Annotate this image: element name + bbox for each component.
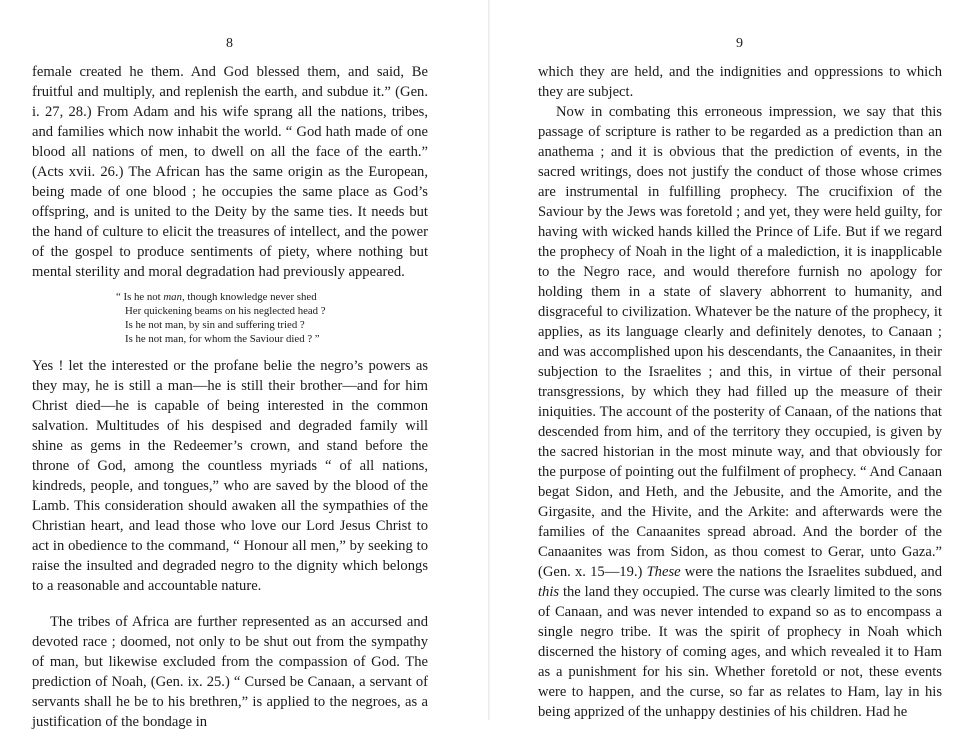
verse-line: Is he not man, for whom the Saviour died ? ”	[125, 333, 320, 345]
paragraph: The tribes of Africa are further represented as an accursed and devoted race ; doomed, not only to be shut out from the sympathy of man, but likewise excluded from the compassion of God. The prediction of Noah, (Gen. ix. 25.) “ Cursed be Canaan, a servant of servants shall he be to his brethren,” is applied to the negroes, as a justification of the bondage in	[32, 614, 428, 730]
verse-emphasis: man,	[163, 291, 185, 303]
paragraph: female created he them. And God blessed them, and said, Be fruitful and multiply, and replenish the earth, and subdue it.” (Gen. i. 27, 28.) From Adam and his wife sprang all the nations, tribes, and families which now inhabit the world. “ God hath made of one blood all nations of men, to dwell on all the face of the earth.” (Acts xvii. 26.) The African has the same origin as the European, being made of one blood ; he occupies the same place as God’s offspring, and is united to the Deity by the same ties. It needs but the hand of culture to elicit the treasures of intellect, and the power of the gospel to produce sentiments of piety, where nothing but mental sterility and moral degradation had previously appeared.	[32, 64, 428, 280]
left-page	[0, 0, 490, 730]
right-page	[490, 0, 980, 720]
verse-text: though knowledge never shed	[184, 291, 317, 303]
verse-line: Her quickening beams on his neglected head ?	[125, 305, 326, 317]
paragraph-text: the land they occupied. The curse was clearly limited to the sons of Canaan, and was never intended to expand so as to encompass a single negro tribe. It was the spirit of prophecy in Noah which discerned the history of coming ages, and which revealed it to Ham as a punishment for his sin. Whether foretold or not, these events were to happen, and the curse, so far as relates to Ham, lay in his being apprized of the unhappy destinies of his children. Had he	[538, 584, 942, 720]
paragraph: Yes ! let the interested or the profane belie the negro’s powers as they may, he is still a man—he is still their brother—and for him Christ died—he is capable of being interested in the common salvation. Multitudes of his despised and degraded family will shine as gems in the Redeemer’s crown, and stand before the throne of God, among the countless myriads “ of all nations, kindreds, people, and tongues,” who are saved by the blood of the Lamb. This consideration should awaken all the sympathies of the Christian heart, and lead those who love our Lord Jesus Christ to act in obedience to the command, “ Honour all men,” by seeking to raise the insulted and degraded negro to the dignity which belongs to a reasonable and accountable nature.	[32, 358, 428, 594]
verse-text: “ Is he not	[116, 291, 164, 303]
emphasis-these: These	[646, 564, 681, 580]
verse-line	[116, 290, 428, 304]
verse-line: Is he not man, by sin and suffering tried ?	[125, 319, 305, 331]
page-number: 8	[226, 36, 234, 51]
emphasis-this: this	[538, 584, 560, 600]
paragraph-text: were the nations the Israelites subdued, and	[680, 564, 942, 580]
page-number: 9	[736, 36, 744, 51]
paragraph	[538, 102, 942, 722]
paragraph: which they are held, and the indignities and oppressions to which they are subject.	[538, 64, 942, 100]
verse-quotation	[116, 290, 428, 346]
paragraph-text: Now in combating this erroneous impression, we say that this passage of scripture is rather to be regarded as a prediction than an anathema ; and it is obvious that the prediction of events, in the sacred writings, does not justify the conduct of those whose crimes are instrumental in fulfilling prophecy. The crucifixion of the Saviour by the Jews was foretold ; and yet, they were held guilty, for having with wicked hands killed the Prince of Life. But if we regard the prophecy of Noah in the light of a malediction, it is inapplicable to the Negro race, and would therefore furnish no apology for holding them in a state of slavery abhorrent to humanity, and disgraceful to civilization. Whatever be the nature of the prophecy, it applies, as its language clearly and definitely denotes, to Canaan ; and was accomplished upon his descendants, the Canaanites, in their subjection to the Israelites ; and this, in virtue of their personal transgressions, by which they had filled up the measure of their iniquities. The account of the posterity of Canaan, of the nations that descended from him, and of the territory they occupied, is given by the sacred historian in the most minute way, and that obviously for the purpose of pointing out the fulfilment of prophecy. “ And Canaan begat Sidon, and Heth, and the Jebusite, and the Amorite, and the Girgasite, and the Hivite, and the Arkite: and afterwards were the families of the Canaanites spread abroad. And the border of the Canaanites was from Sidon, as thou comest to Gerar, unto Gaza.” (Gen. x. 15—19.)	[538, 104, 942, 580]
